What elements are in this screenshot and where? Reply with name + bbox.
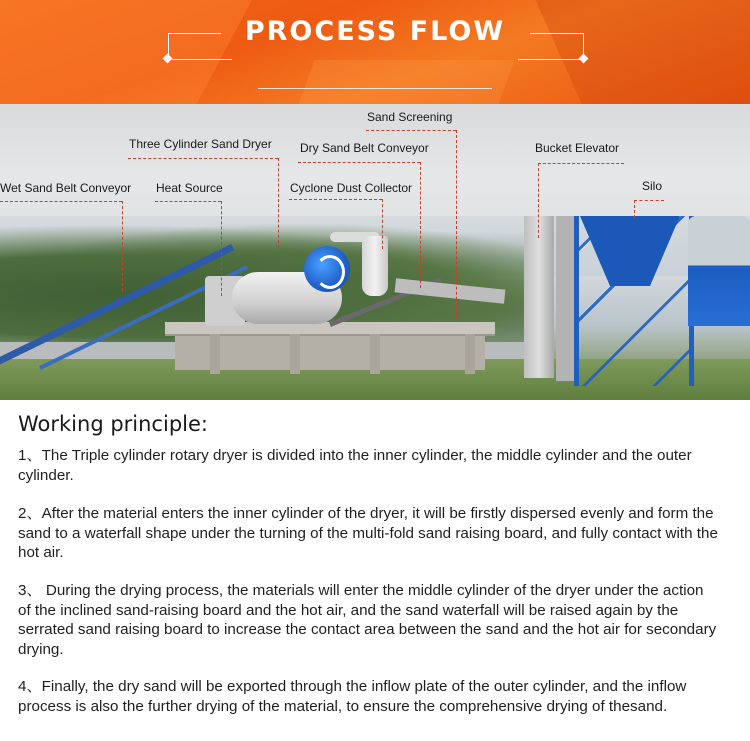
label-leader — [366, 130, 456, 131]
platform-leg — [290, 334, 300, 374]
label-bucket-elevator: Bucket Elevator — [535, 141, 620, 155]
principle-paragraph: 1、The Triple cylinder rotary dryer is divided into the inner cylinder, the middle cylinder and the outer cylinder. — [18, 447, 692, 484]
label-cyclone-dust-collector: Cyclone Dust Collector — [290, 181, 413, 195]
banner-decor-line — [172, 59, 232, 60]
principle-paragraph: 4、Finally, the dry sand will be exported through the inflow plate of the outer cylinder, and the inflow process is also the further drying of the material, to ensure the comprehensive drying of thesand. — [18, 678, 687, 715]
label-leader — [634, 200, 635, 218]
label-silo: Silo — [642, 179, 663, 193]
platform-leg — [465, 334, 475, 374]
label-leader — [634, 200, 664, 201]
bucket-elevator-graphic — [524, 216, 554, 378]
label-leader — [221, 201, 222, 296]
label-sand-screening: Sand Screening — [367, 110, 453, 124]
label-three-cylinder-sand-dryer: Three Cylinder Sand Dryer — [129, 137, 272, 151]
silo-tank-graphic — [688, 216, 750, 326]
section-title: Working principle: — [18, 412, 208, 436]
banner-facet — [285, 60, 514, 104]
label-leader — [155, 201, 221, 202]
platform-leg — [370, 334, 380, 374]
banner-decor-line — [518, 59, 580, 60]
label-leader — [289, 199, 382, 200]
banner-decor-line — [258, 88, 492, 89]
process-photo — [0, 104, 750, 400]
company-logo-icon — [304, 246, 350, 292]
label-leader — [420, 162, 421, 288]
label-leader — [538, 163, 539, 238]
process-flow-banner — [0, 0, 750, 104]
label-heat-source: Heat Source — [156, 181, 223, 195]
platform-leg — [210, 334, 220, 374]
label-leader — [538, 163, 624, 164]
cyclone-graphic — [362, 236, 388, 296]
label-dry-sand-belt-conveyor: Dry Sand Belt Conveyor — [300, 141, 429, 155]
banner-title: PROCESS FLOW — [244, 16, 506, 47]
label-leader — [0, 201, 122, 202]
label-leader — [456, 130, 457, 320]
label-leader — [278, 158, 279, 248]
label-leader — [298, 162, 420, 163]
tower-graphic — [556, 216, 576, 381]
label-leader — [382, 199, 383, 249]
label-leader — [128, 158, 278, 159]
principle-paragraph: 2、After the material enters the inner cylinder of the dryer, it will be firstly dispersed evenly and form the sand to a waterfall shape under the turning of the multi-fold sand raising board, and fully contact with the hot air. — [18, 505, 718, 561]
steel-platform — [175, 334, 485, 370]
principle-paragraph: 3、 During the drying process, the materials will enter the middle cylinder of the dryer under the action of the inclined sand-raising board and the hot air, and the sand waterfall will be raised again by the serrated sand raising board to increase the contact area between the sand and the hot air for secondary drying. — [18, 582, 717, 658]
label-wet-sand-belt-conveyor: Wet Sand Belt Conveyor — [0, 181, 132, 195]
label-leader — [122, 201, 123, 291]
